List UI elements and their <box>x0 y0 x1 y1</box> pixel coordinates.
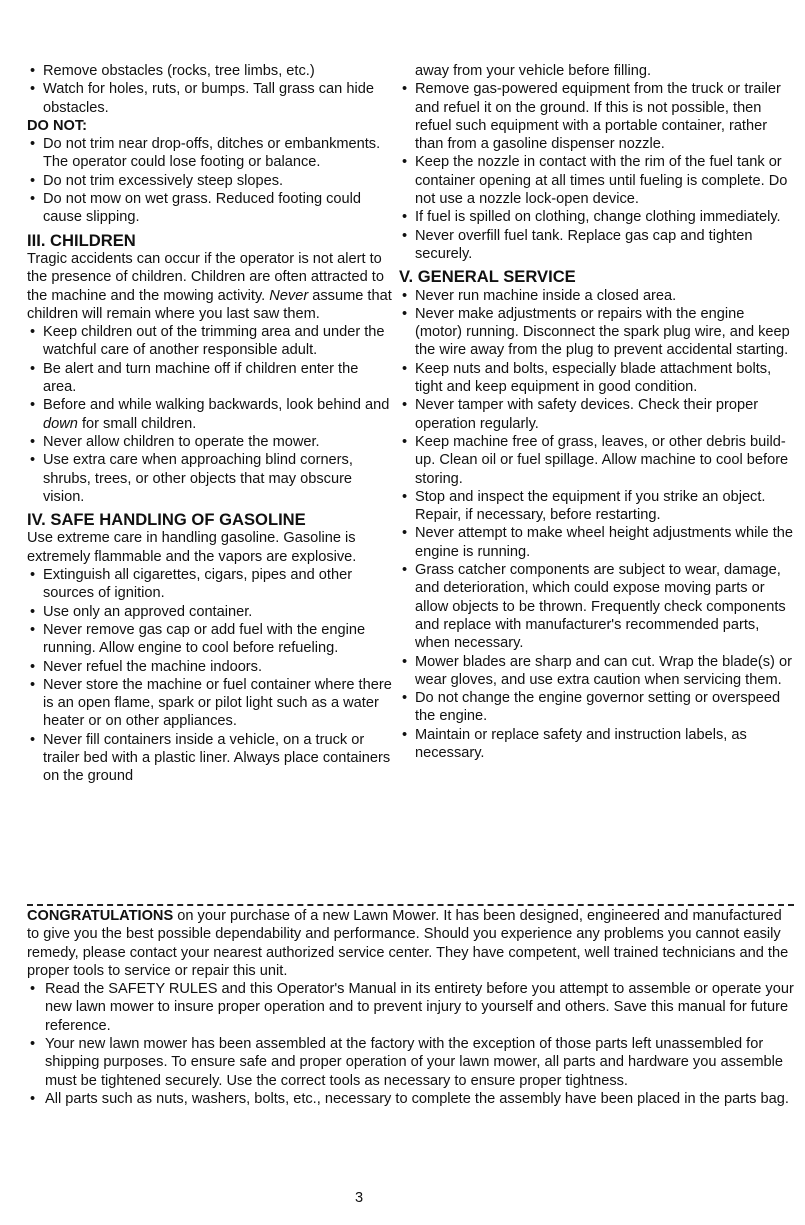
section-heading-general-service: V. GENERAL SERVICE <box>399 267 576 287</box>
list-item: • Grass catcher components are subject to wear, damage, and deterioration, which could expose moving parts or allow objects to be thrown. Frequently check components and replace with manufacturer's recommended parts, when necessary. <box>399 561 793 652</box>
list-item: • Remove obstacles (rocks, tree limbs, etc.) <box>27 62 393 80</box>
continued-text: away from your vehicle before filling. <box>415 63 652 79</box>
list-item: • Use extra care when approaching blind corners, shrubs, trees, or other objects that may obscure vision. <box>27 451 393 506</box>
list-item: • Your new lawn mower has been assembled at the factory with the exception of those parts left unassembled for shipping purposes. To ensure safe and proper operation of your lawn mower, all parts and hardware you assemble must be tightened securely. Use the correct tools as necessary to ensure proper tightness. <box>27 1035 794 1090</box>
congratulations-label: CONGRATULATIONS <box>27 908 174 924</box>
gasoline-paragraph: Use extreme care in handling gasoline. Gasoline is extremely flammable and the vapors are explosive. <box>27 530 357 565</box>
congratulations-section <box>27 907 794 1108</box>
left-column <box>27 62 393 786</box>
list-item: • Mower blades are sharp and can cut. Wrap the blade(s) or wear gloves, and use extra caution when servicing them. <box>399 653 793 690</box>
list-item: • Never store the machine or fuel container where there is an open flame, spark or pilot light such as a water heater or on other appliances. <box>27 676 393 731</box>
list-item: • Keep children out of the trimming area and under the watchful care of another responsible adult. <box>27 323 393 360</box>
list-item: • Keep nuts and bolts, especially blade attachment bolts, tight and keep equipment in good condition. <box>399 360 793 397</box>
list-item: • Keep machine free of grass, leaves, or other debris build-up. Clean oil or fuel spillage. Allow machine to cool before storing. <box>399 433 793 488</box>
list-item: • Maintain or replace safety and instruction labels, as necessary. <box>399 726 793 763</box>
list-item: • Never attempt to make wheel height adjustments while the engine is running. <box>399 524 793 561</box>
congratulations-paragraph <box>27 907 794 980</box>
list-item: • All parts such as nuts, washers, bolts, etc., necessary to complete the assembly have been placed in the parts bag. <box>27 1090 794 1108</box>
list-item: • Stop and inspect the equipment if you strike an object. Repair, if necessary, before restarting. <box>399 488 793 525</box>
list-item: • Remove gas-powered equipment from the truck or trailer and refuel it on the ground. If this is not possible, then refuel such equipment with a portable container, rather than from a gasoline dispenser nozzle. <box>399 80 793 153</box>
list-item: • Keep the nozzle in contact with the rim of the fuel tank or container opening at all times until fueling is complete. Do not use a nozzle lock-open device. <box>399 153 793 208</box>
emphasis-text: down <box>43 415 78 432</box>
text-run: Before and while walking backwards, look behind and <box>43 397 390 414</box>
list-item: • Never allow children to operate the mower. <box>27 433 393 451</box>
text-run: on your purchase of a new Lawn Mower. It has been designed, engineered and manufactured to give you the best possible dependability and performance. Should you experience any problems you cannot easily remedy, please contact your nearest authorized service center. They have competent, well trained technicians and the proper tools to service or repair this unit. <box>27 908 789 979</box>
emphasis-text: Never <box>269 287 309 304</box>
list-item: • Watch for holes, ruts, or bumps. Tall grass can hide obstacles. <box>27 80 393 117</box>
list-item: • Do not mow on wet grass. Reduced footing could cause slipping. <box>27 190 393 227</box>
list-item: • Never fill containers inside a vehicle, on a truck or trailer bed with a plastic liner. Always place containers on the ground <box>27 731 393 786</box>
text-run: Tragic accidents can occur if the operator is not alert to the presence of children. Children are often attracted to the machine and the mowing activity. <box>27 250 384 304</box>
section-divider <box>27 904 794 906</box>
list-item: • Read the SAFETY RULES and this Operator's Manual in its entirety before you attempt to assemble or operate your new lawn mower to insure proper operation and to prevent injury to yourself and others. Save this manual for future reference. <box>27 980 794 1035</box>
text-run: assume that children will remain where you last saw them. <box>27 287 392 322</box>
children-paragraph <box>27 250 393 323</box>
list-item: • Never overfill fuel tank. Replace gas cap and tighten securely. <box>399 227 793 264</box>
page-number: 3 <box>355 1190 364 1206</box>
list-item: • Never remove gas cap or add fuel with the engine running. Allow engine to cool before refueling. <box>27 621 393 658</box>
list-item: • Use only an approved container. <box>27 603 393 621</box>
list-item: • If fuel is spilled on clothing, change clothing immediately. <box>399 208 793 226</box>
list-item: • Do not trim near drop-offs, ditches or embankments. The operator could lose footing or balance. <box>27 135 393 172</box>
section-heading-children: III. CHILDREN <box>27 230 136 250</box>
do-not-label: DO NOT: <box>27 117 87 134</box>
list-item: • Never refuel the machine indoors. <box>27 658 393 676</box>
list-item: • Be alert and turn machine off if children enter the area. <box>27 360 393 397</box>
right-column <box>399 62 793 762</box>
section-heading-gasoline: IV. SAFE HANDLING OF GASOLINE <box>27 510 306 530</box>
list-item: • Extinguish all cigarettes, cigars, pipes and other sources of ignition. <box>27 566 393 603</box>
list-item <box>27 396 393 433</box>
list-item: • Never run machine inside a closed area. <box>399 287 793 305</box>
list-item: • Never tamper with safety devices. Check their proper operation regularly. <box>399 396 793 433</box>
list-item: • Do not trim excessively steep slopes. <box>27 172 393 190</box>
text-run: for small children. <box>77 415 197 432</box>
list-item: • Do not change the engine governor setting or overspeed the engine. <box>399 689 793 726</box>
list-item: • Never make adjustments or repairs with the engine (motor) running. Disconnect the spark plug wire, and keep the wire away from the plug to prevent accidental starting. <box>399 305 793 360</box>
